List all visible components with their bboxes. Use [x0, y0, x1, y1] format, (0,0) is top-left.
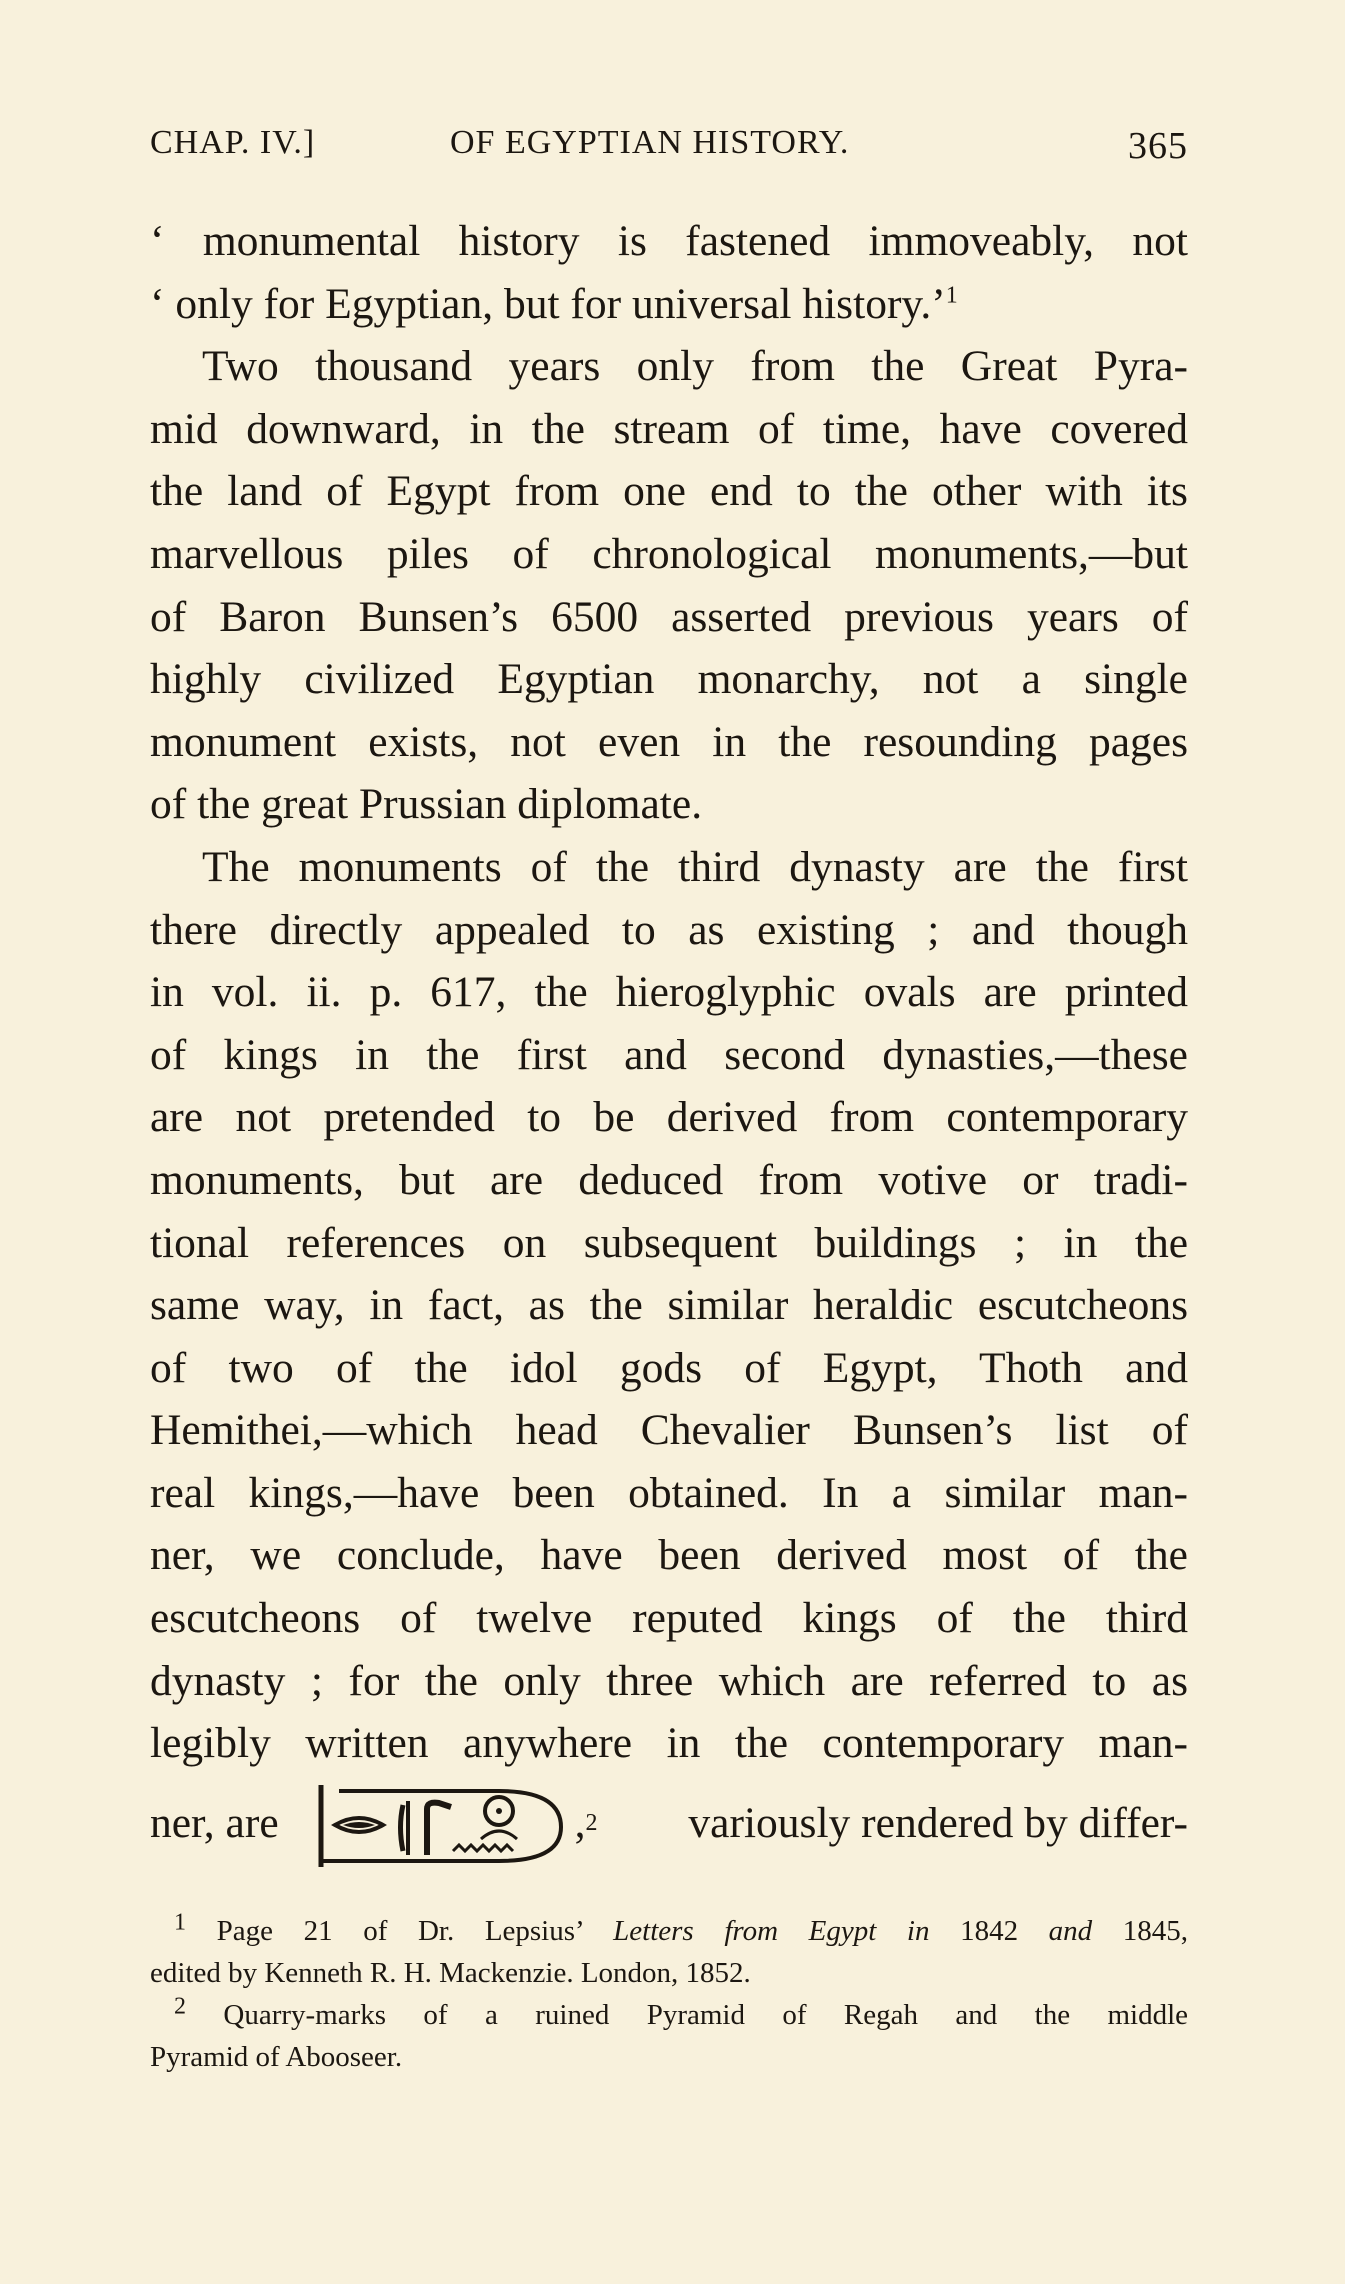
- text-line: ner, we conclude, have been derived most of the: [150, 1531, 1188, 1580]
- text-line: there directly appealed to as existing ; and though: [150, 905, 1188, 954]
- text-line: the land of Egypt from one end to the other with its: [150, 467, 1188, 516]
- text-line: monuments, but are deduced from votive or tradi-: [150, 1155, 1188, 1204]
- chapter-label: CHAP. IV.]: [150, 124, 316, 161]
- text-line: dynasty ; for the only three which are referred to as: [150, 1656, 1188, 1705]
- text-line: same way, in fact, as the similar heraldic escutcheons: [150, 1281, 1188, 1330]
- footnote-ref-1: 1: [945, 282, 958, 309]
- page-number: 365: [1128, 125, 1188, 167]
- body-text: [150, 210, 1188, 1871]
- footnote-1: $^1$ Page 21 of Dr. Lepsius’ Letters from Egypt in 1842 and 1845,: [174, 1909, 1189, 1947]
- footnote-marker: 1: [174, 1909, 186, 1936]
- footnote-1-cont: edited by Kenneth R. H. Mackenzie. London, 1852.: [150, 1957, 751, 1989]
- text-line: of two of the idol gods of Egypt, Thoth and: [150, 1343, 1188, 1392]
- running-title: OF EGYPTIAN HISTORY.: [450, 124, 850, 161]
- text-line: in vol. ii. p. 617, the hieroglyphic ovals are printed: [150, 968, 1188, 1017]
- text-line: of the great Prussian diplomate.: [150, 780, 703, 829]
- paragraph-start: The monuments of the third dynasty are the first: [202, 842, 1188, 891]
- footnote-2: $^2$ Quarry-marks of a ruined Pyramid of Regah and the middle: [174, 1993, 1188, 2031]
- text-fragment: variously rendered by differ-: [688, 1798, 1188, 1847]
- footnote-marker: 2: [174, 1993, 186, 2020]
- text-line: real kings,—have been obtained. In a similar man-: [150, 1468, 1188, 1517]
- footnotes: [150, 1910, 1188, 2078]
- paragraph-start: Two thousand years only from the Great Pyra-: [202, 342, 1188, 391]
- text-line: legibly written anywhere in the contemporary man-: [150, 1719, 1188, 1768]
- text-line: tional references on subsequent buildings ; in the: [150, 1218, 1188, 1267]
- text-line: mid downward, in the stream of time, have covered: [150, 404, 1188, 453]
- text-line: ‘ only for Egyptian, but for universal history.’$^1$: [150, 279, 958, 328]
- text-line: marvellous piles of chronological monuments,—but: [150, 529, 1188, 578]
- hieroglyph-cartouche-icon: [299, 1777, 569, 1869]
- text-line: are not pretended to be derived from contemporary: [150, 1093, 1188, 1142]
- text-line: highly civilized Egyptian monarchy, not a single: [150, 655, 1188, 704]
- book-title: Letters from Egypt in: [613, 1915, 930, 1947]
- text-fragment: ,: [574, 1798, 586, 1847]
- text-line: of kings in the first and second dynasties,—these: [150, 1030, 1188, 1079]
- running-header: [150, 124, 1188, 174]
- text-line: of Baron Bunsen’s 6500 asserted previous years of: [150, 592, 1188, 641]
- text-fragment: ner, are: [150, 1798, 279, 1847]
- text-line: monument exists, not even in the resounding pages: [150, 717, 1188, 766]
- text-line: escutcheons of twelve reputed kings of the third: [150, 1594, 1188, 1643]
- text-line: ‘ monumental history is fastened immoveably, not: [150, 217, 1188, 265]
- footnote-2-cont: Pyramid of Abooseer.: [150, 2041, 403, 2073]
- text-line: Hemithei,—which head Chevalier Bunsen’s list of: [150, 1406, 1188, 1455]
- cartouche-line: ner, are , 2 variously rendered by differ-: [150, 1775, 1188, 1871]
